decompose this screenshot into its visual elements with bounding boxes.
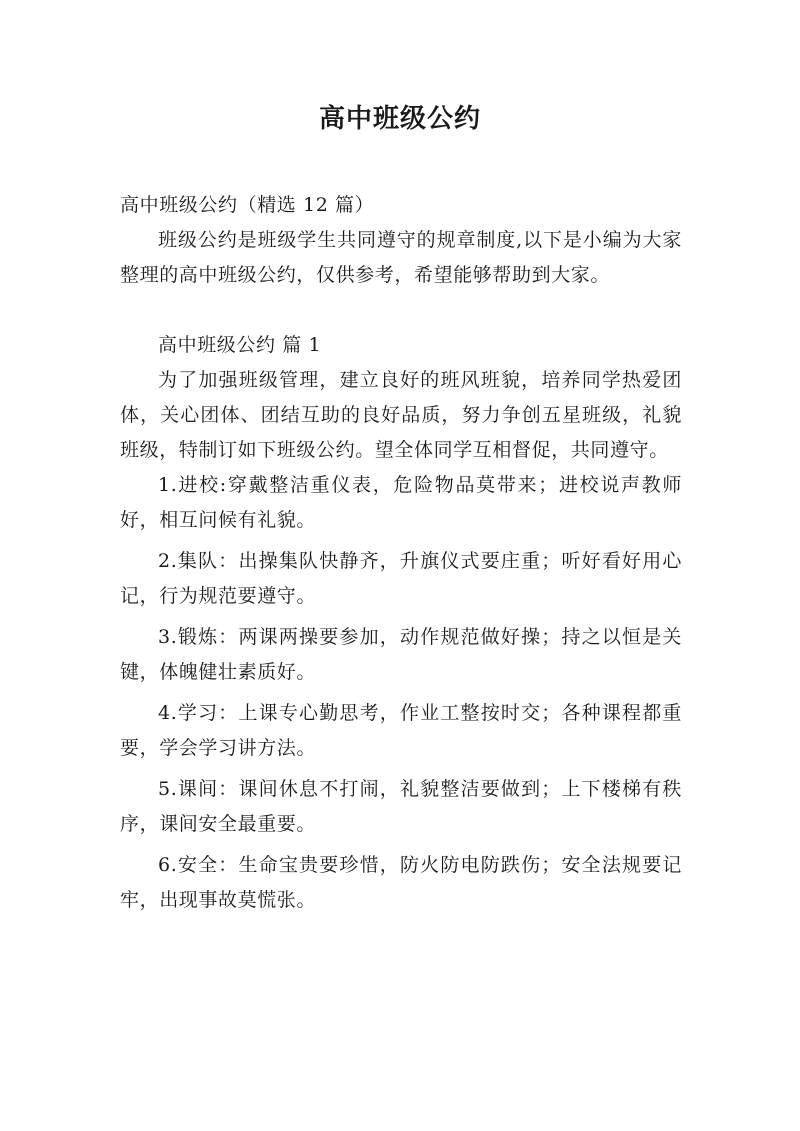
list-item: 5.课间：课间休息不打闹，礼貌整洁要做到；上下楼梯有秩序，课间安全最重要。 [120,778,682,835]
document-subtitle: 高中班级公约（精选 12 篇） [120,194,375,216]
list-item: 2.集队：出操集队快静齐，升旗仪式要庄重；听好看好用心记，行为规范要遵守。 [120,550,682,607]
list-item: 6.安全：生命宝贵要珍惜，防火防电防跌伤；安全法规要记牢，出现事故莫慌张。 [120,854,682,911]
blank-line [120,293,682,328]
document-title: 高中班级公约 [318,104,481,134]
list-item: 1.进校:穿戴整洁重仪表，危险物品莫带来；进校说声教师好，相互问候有礼貌。 [120,474,682,531]
rules-list [120,468,682,918]
section-intro-paragraph: 为了加强班级管理，建立良好的班风班貌，培养同学热爱团体，关心团体、团结互助的良好品质，努力争创五星班级，礼貌班级，特制订如下班级公约。望全体同学互相督促，共同遵守。 [120,369,682,461]
document-body [120,188,682,924]
intro-paragraph: 班级公约是班级学生共同遵守的规章制度,以下是小编为大家整理的高中班级公约，仅供参考，希望能够帮助到大家。 [120,229,682,286]
section-heading: 高中班级公约 篇 1 [158,334,322,356]
list-item: 4.学习：上课专心勤思考，作业工整按时交；各种课程都重要，学会学习讲方法。 [120,702,682,759]
list-item: 3.锻炼：两课两操要参加，动作规范做好操；持之以恒是关键，体魄健壮素质好。 [120,626,682,683]
